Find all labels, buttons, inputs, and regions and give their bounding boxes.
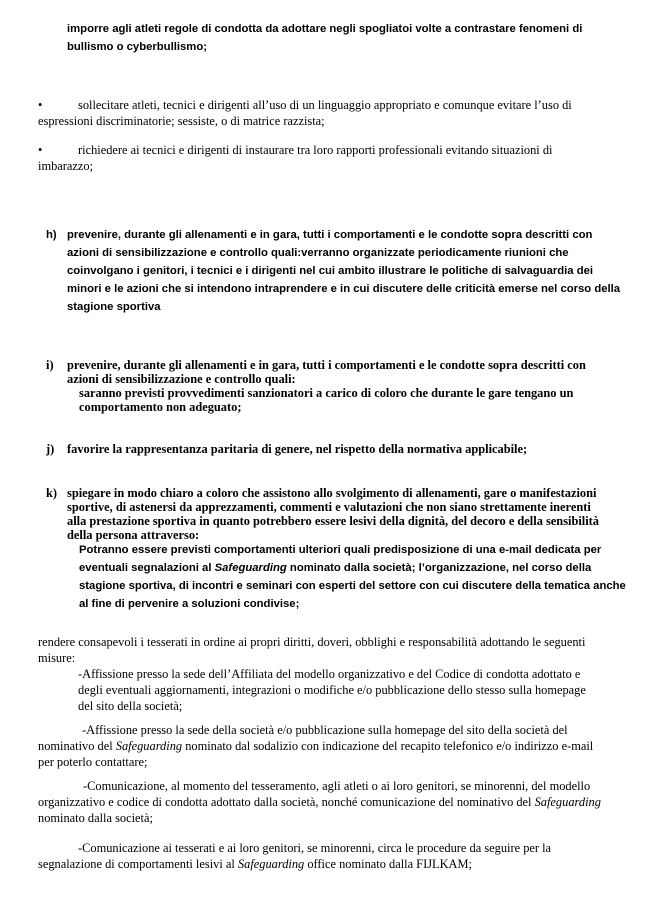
italic-term: Safeguarding bbox=[214, 562, 287, 574]
text-line: nominato dalla società; bbox=[38, 811, 153, 825]
text-line: stagione sportiva, di incontri e seminari con esperti del settore con cui discutere della tematica anche bbox=[79, 580, 626, 592]
closing-paragraph bbox=[38, 634, 585, 666]
measure-item bbox=[38, 722, 593, 770]
bullet-item bbox=[38, 142, 552, 174]
text-line: stagione sportiva bbox=[67, 301, 161, 313]
text-line: della persona attraverso: bbox=[67, 528, 200, 542]
text-line: organizzativo e codice di condotta adottato dalla società, nonché comunicazione del nominativo del Safeguarding bbox=[38, 795, 601, 809]
text-line: azioni di sensibilizzazione e controllo quali: bbox=[67, 372, 296, 386]
measure-item bbox=[38, 778, 601, 826]
measure-item bbox=[38, 840, 551, 872]
text-line: favorire la rappresentanza paritaria di genere, nel rispetto della normativa applicabile; bbox=[67, 442, 528, 456]
text-line: -Affissione presso la sede della società e/o pubblicazione sulla homepage del sito della società del bbox=[82, 723, 568, 737]
text-line: Potranno essere previsti comportamenti ulteriori quali predisposizione di una e-mail dedicata per bbox=[79, 544, 602, 556]
text-line: -Comunicazione, al momento del tesseramento, agli atleti o ai loro genitori, se minorenni, del modello bbox=[83, 779, 591, 793]
intro-paragraph bbox=[67, 20, 582, 56]
text-line: segnalazione di comportamenti lesivi al Safeguarding office nominato dalla FIJLKAM; bbox=[38, 857, 472, 871]
text-line: -Affissione presso la sede dell’Affiliata del modello organizzativo e del Codice di condotta adottato e bbox=[78, 667, 581, 681]
text-line: coinvolgano i genitori, i tecnici e i dirigenti nel cui ambito illustrare le politiche di salvaguardia dei bbox=[67, 265, 594, 277]
item-label: k) bbox=[46, 486, 58, 500]
text-line: saranno previsti provvedimenti sanzionatori a carico di coloro che durante le gare tengano un bbox=[79, 386, 574, 400]
text-line: eventuali segnalazioni al Safeguarding nominato dalla società; l’organizzazione, nel corso della bbox=[79, 562, 592, 574]
italic-term: Safeguarding bbox=[115, 739, 183, 753]
bullet-marker: • bbox=[38, 143, 43, 157]
list-item-h bbox=[46, 226, 620, 316]
text-line: prevenire, durante gli allenamenti e in gara, tutti i comportamenti e le condotte sopra descritti con bbox=[67, 229, 593, 241]
text-line: del sito della società; bbox=[78, 699, 183, 713]
text-line: prevenire, durante gli allenamenti e in gara, tutti i comportamenti e le condotte sopra descritti con bbox=[67, 358, 586, 372]
list-item-k bbox=[46, 486, 599, 542]
text-line: spiegare in modo chiaro a coloro che assistono allo svolgimento di allenamenti, gare o manifestazioni bbox=[67, 486, 597, 500]
text-line: bullismo o cyberbullismo; bbox=[67, 41, 207, 53]
text-line: azioni di sensibilizzazione e controllo quali:verranno organizzate periodicamente riunioni che bbox=[67, 247, 569, 259]
text-line: -Comunicazione ai tesserati e ai loro genitori, se minorenni, circa le procedure da seguire per la bbox=[78, 841, 552, 855]
text-line: sportive, di astenersi da apprezzamenti, commenti e valutazioni che non siano strettamente inerenti bbox=[67, 500, 591, 514]
text-line: sollecitare atleti, tecnici e dirigenti all’uso di un linguaggio appropriato e comunque evitare l’uso di bbox=[78, 98, 572, 112]
text-line: per poterlo contattare; bbox=[38, 755, 148, 769]
bullet-marker: • bbox=[38, 98, 43, 112]
text-line: imbarazzo; bbox=[38, 159, 94, 173]
item-label: j) bbox=[46, 442, 55, 456]
italic-term: Safeguarding bbox=[237, 857, 305, 871]
text-line: alla prestazione sportiva in quanto potrebbero essere lesivi della dignità, del decoro e della sensibilità bbox=[67, 514, 600, 528]
text-line: comportamento non adeguato; bbox=[79, 400, 242, 414]
item-label: i) bbox=[46, 358, 54, 372]
text-line: al fine di pervenire a soluzioni condivise; bbox=[79, 598, 300, 610]
text-line: nominativo del Safeguarding nominato dal sodalizio con indicazione del recapito telefonico e/o indirizzo e-mail bbox=[38, 739, 594, 753]
measure-item bbox=[38, 666, 586, 714]
list-item-j bbox=[46, 442, 527, 456]
text-line: degli eventuali aggiornamenti, integrazioni o modifiche e/o pubblicazione dello stesso sulla homepage bbox=[78, 683, 586, 697]
text-line: misure: bbox=[38, 651, 76, 665]
list-item-i bbox=[46, 358, 586, 414]
text-line: imporre agli atleti regole di condotta da adottare negli spogliatoi volte a contrastare fenomeni di bbox=[67, 23, 583, 35]
text-line: richiedere ai tecnici e dirigenti di instaurare tra loro rapporti professionali evitando situazioni di bbox=[78, 143, 553, 157]
item-label: h) bbox=[46, 229, 57, 241]
text-line: minori e le azioni che si intendono intraprendere e in cui discutere delle criticità emerse nel corso della bbox=[67, 283, 621, 295]
text-line: espressioni discriminatorie; sessiste, o di matrice razzista; bbox=[38, 114, 325, 128]
bullet-item bbox=[38, 97, 572, 129]
list-item-k-detail bbox=[79, 541, 626, 613]
italic-term: Safeguarding bbox=[534, 795, 601, 809]
text-line: rendere consapevoli i tesserati in ordine ai propri diritti, doveri, obblighi e responsabilità adottando le seguenti bbox=[38, 635, 586, 649]
